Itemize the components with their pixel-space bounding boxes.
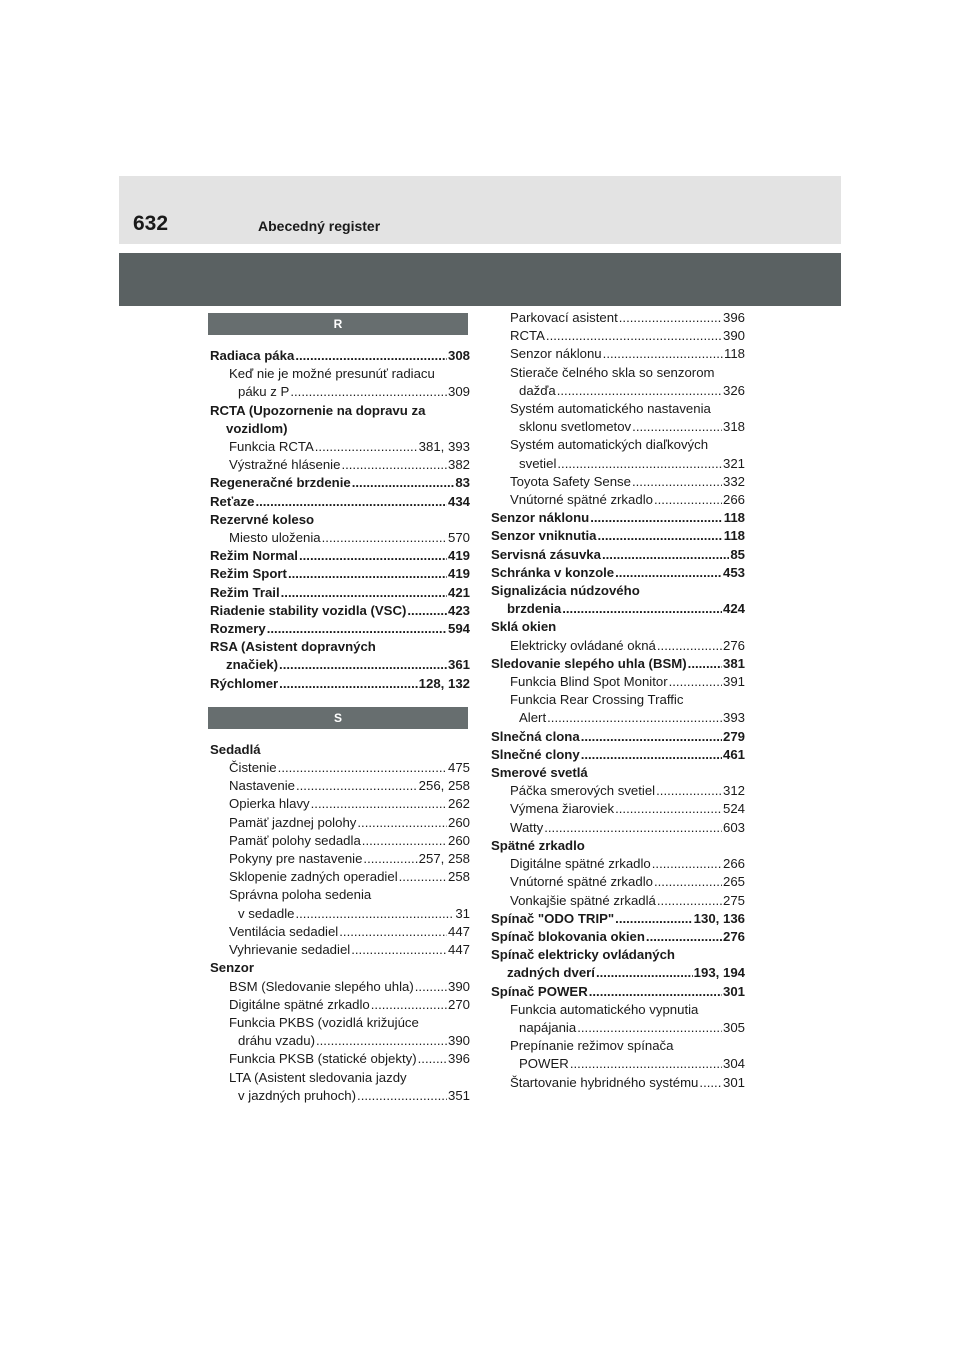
index-column-right	[489, 310, 745, 1092]
dot-leader	[279, 656, 447, 674]
index-entry	[208, 402, 470, 420]
index-entry	[208, 383, 470, 401]
dot-leader	[656, 782, 722, 800]
index-entry	[489, 582, 745, 600]
index-entry-page: 594	[447, 621, 470, 637]
index-entry-page: 266	[722, 856, 745, 872]
index-entry	[208, 474, 470, 492]
index-entry-text: brzdenia	[507, 601, 562, 617]
index-entry-page: 421	[447, 584, 470, 600]
index-entry	[489, 345, 745, 363]
index-entry	[489, 473, 745, 491]
index-entry	[489, 637, 745, 655]
dot-leader	[570, 1055, 722, 1073]
dot-leader	[311, 795, 447, 813]
index-entry-page: 83	[455, 475, 470, 491]
index-entry-page: 130, 136	[693, 910, 745, 926]
index-entry-page: 312	[722, 783, 745, 799]
index-entry-page: 318	[722, 419, 745, 435]
dot-leader	[288, 565, 447, 583]
index-entry	[208, 602, 470, 620]
index-entry-page: 447	[447, 942, 470, 958]
section-letter-s: S	[208, 707, 468, 729]
index-entry-text: dažďa	[519, 382, 556, 398]
dot-leader	[669, 673, 722, 691]
index-entry-page: 419	[447, 566, 470, 582]
index-entry-text: v sedadle	[238, 905, 295, 921]
dot-leader	[418, 1050, 447, 1068]
index-entry	[489, 655, 745, 673]
index-entry	[489, 400, 745, 418]
page-title: Abecedný register	[258, 218, 381, 234]
index-entry-text: Slnečné clony	[491, 746, 580, 762]
index-entry	[489, 418, 745, 436]
index-entry-page: 393	[722, 710, 745, 726]
index-entry-page: 301	[722, 983, 745, 999]
index-entry	[489, 983, 745, 1001]
dot-leader	[299, 547, 447, 565]
index-entry-page: 351	[447, 1087, 470, 1103]
index-entry-text: Spínač POWER	[491, 983, 588, 999]
index-entry-page: 391	[722, 674, 745, 690]
dot-leader	[279, 675, 417, 693]
index-entry	[489, 691, 745, 709]
index-entry-text: BSM (Sledovanie slepého uhla)	[229, 978, 414, 994]
index-entry-text: Režim Normal	[210, 548, 298, 564]
index-entry-page: 423	[447, 602, 470, 618]
index-entry-page: 270	[447, 996, 470, 1012]
index-entry-page: 258	[447, 869, 470, 885]
index-entry	[489, 728, 745, 746]
index-entry	[489, 673, 745, 691]
index-entry-text: Režim Sport	[210, 566, 287, 582]
index-entry	[208, 759, 470, 777]
index-entry-page: 419	[447, 548, 470, 564]
index-entry	[208, 777, 470, 795]
dot-leader	[557, 455, 722, 473]
dot-leader	[295, 347, 447, 365]
index-entry	[208, 511, 470, 529]
index-entry	[208, 529, 470, 547]
section-s-continued-entries	[489, 309, 745, 1092]
index-entry-page: 118	[723, 346, 745, 362]
section-banner	[119, 253, 841, 306]
dot-leader	[363, 850, 417, 868]
index-entry	[208, 832, 470, 850]
index-entry-page: 260	[447, 832, 470, 848]
index-entry	[208, 1014, 470, 1032]
dot-leader	[654, 491, 722, 509]
dot-leader	[290, 383, 447, 401]
index-entry-page: 118	[723, 528, 745, 544]
index-entry	[208, 456, 470, 474]
index-entry	[208, 996, 470, 1014]
index-entry-text: Štartovanie hybridného systému	[510, 1074, 699, 1090]
index-entry-text: značiek)	[226, 657, 279, 673]
dot-leader	[577, 1019, 722, 1037]
index-entry	[489, 892, 745, 910]
index-entry	[489, 964, 745, 982]
index-entry-text: Signalizácia núdzového	[491, 583, 640, 599]
index-entry-page: 382	[447, 457, 470, 473]
index-entry	[208, 1032, 470, 1050]
index-entry-text: Elektricky ovládané okná	[510, 637, 656, 653]
index-entry	[489, 855, 745, 873]
dot-leader	[316, 1032, 447, 1050]
index-entry-text: vozidlom)	[226, 420, 288, 436]
index-entry-text: Vnútorné spätné zrkadlo	[510, 492, 653, 508]
index-entry-page: 266	[722, 492, 745, 508]
index-entry	[208, 923, 470, 941]
dot-leader	[415, 978, 447, 996]
index-entry-text: svetiel	[519, 455, 557, 471]
index-entry-page: 128, 132	[418, 675, 470, 691]
index-entry-page: 260	[447, 814, 470, 830]
dot-leader	[557, 382, 722, 400]
dot-leader	[547, 709, 722, 727]
index-entry-text: Rýchlomer	[210, 675, 279, 691]
index-entry-text: Režim Trail	[210, 584, 280, 600]
index-entry-page: 308	[447, 348, 470, 363]
index-entry-page: 381, 393	[418, 439, 470, 455]
dot-leader	[615, 910, 693, 928]
dot-leader	[589, 983, 722, 1001]
index-entry-text: Schránka v konzole	[491, 564, 615, 580]
index-entry	[208, 886, 470, 904]
index-entry	[489, 873, 745, 891]
dot-leader	[295, 905, 454, 923]
index-entry-text: Čistenie	[229, 760, 277, 776]
index-entry-page: 434	[447, 493, 470, 509]
dot-leader	[654, 873, 722, 891]
dot-leader	[657, 637, 722, 655]
dot-leader	[351, 941, 447, 959]
index-entry	[208, 814, 470, 832]
dot-leader	[615, 564, 722, 582]
index-entry-text: Sklopenie zadných operadiel	[229, 869, 398, 885]
index-entry-text: Páčka smerových svetiel	[510, 783, 656, 799]
index-entry-page: 279	[722, 728, 745, 744]
index-entry	[489, 746, 745, 764]
index-entry-page: 265	[722, 874, 745, 890]
index-entry-text: Miesto uloženia	[229, 530, 321, 546]
index-entry	[208, 905, 470, 923]
index-entry-page: 390	[722, 328, 745, 344]
index-entry-text: Funkcia Blind Spot Monitor	[510, 674, 668, 690]
index-entry-text: Vyhrievanie sedadiel	[229, 942, 351, 958]
index-entry	[489, 910, 745, 928]
index-entry-text: Výstražné hlásenie	[229, 457, 341, 473]
dot-leader	[699, 1074, 722, 1092]
index-entry-text: Alert	[519, 710, 547, 726]
index-entry-text: zadných dverí	[507, 965, 595, 981]
index-entry	[489, 819, 745, 837]
index-entry-text: Správna poloha sedenia	[229, 887, 372, 903]
index-entry-text: Digitálne spätné zrkadlo	[510, 856, 651, 872]
index-entry	[208, 741, 470, 759]
index-entry-page: 396	[722, 310, 745, 325]
index-entry	[208, 420, 470, 438]
index-entry	[489, 600, 745, 618]
index-entry-page: 309	[447, 384, 470, 400]
dot-leader	[278, 759, 447, 777]
index-entry-text: Funkcia RCTA	[229, 439, 314, 455]
index-entry-text: Watty	[510, 819, 544, 835]
index-entry-page: 326	[722, 382, 745, 398]
index-entry-text: Digitálne spätné zrkadlo	[229, 996, 370, 1012]
index-entry	[208, 1069, 470, 1087]
dot-leader	[657, 892, 722, 910]
dot-leader	[544, 819, 722, 837]
index-entry	[208, 941, 470, 959]
index-entry-text: Nastavenie	[229, 778, 295, 794]
index-entry-page: 301	[722, 1074, 745, 1090]
index-entry-text: Funkcia Rear Crossing Traffic	[510, 692, 684, 708]
dot-leader	[646, 928, 722, 946]
index-entry-text: dráhu vzadu)	[238, 1033, 315, 1049]
index-entry	[489, 382, 745, 400]
index-entry	[489, 327, 745, 345]
index-entry-page: 276	[722, 637, 745, 653]
dot-leader	[619, 309, 722, 327]
index-entry-text: Pamäť polohy sedadla	[229, 832, 361, 848]
dot-leader	[590, 509, 723, 527]
dot-leader	[546, 327, 722, 345]
dot-leader	[296, 777, 418, 795]
index-column-left	[208, 313, 470, 1105]
index-entry-text: Smerové svetlá	[491, 765, 588, 781]
index-entry-page: 31	[455, 905, 470, 921]
index-entry-page: 381	[722, 655, 745, 671]
dot-leader	[688, 655, 722, 673]
index-entry-text: páku z P	[238, 384, 290, 400]
index-entry-text: Systém automatických diaľkových	[510, 437, 709, 453]
dot-leader	[371, 996, 447, 1014]
index-entry	[489, 364, 745, 382]
dot-leader	[407, 602, 447, 620]
index-entry	[208, 656, 470, 674]
index-entry-text: Slnečná clona	[491, 728, 580, 744]
index-entry-text: Stierače čelného skla so senzorom	[510, 364, 715, 380]
index-entry-text: Toyota Safety Sense	[510, 473, 631, 489]
index-entry-page: 524	[722, 801, 745, 817]
index-entry-page: 321	[722, 455, 745, 471]
index-entry	[208, 365, 470, 383]
index-entry	[208, 547, 470, 565]
index-entry-text: Prepínanie režimov spínača	[510, 1038, 674, 1054]
index-entry	[489, 800, 745, 818]
index-entry-text: v jazdných pruhoch)	[238, 1087, 357, 1103]
dot-leader	[581, 728, 722, 746]
index-entry	[208, 675, 470, 693]
index-entry-page: 603	[722, 819, 745, 835]
index-entry-text: Reťaze	[210, 493, 255, 509]
section-s-entries	[208, 741, 470, 1105]
index-entry-text: sklonu svetlometov	[519, 419, 632, 435]
index-entry	[489, 782, 745, 800]
index-entry-page: 361	[447, 657, 470, 673]
index-entry-page: 424	[722, 601, 745, 617]
index-entry	[208, 1087, 470, 1105]
index-entry-text: Rozmery	[210, 621, 266, 637]
index-entry-page: 396	[447, 1051, 470, 1067]
index-entry-page: 447	[447, 923, 470, 939]
index-entry	[489, 946, 745, 964]
index-entry	[208, 868, 470, 886]
dot-leader	[362, 832, 447, 850]
index-entry	[489, 436, 745, 454]
index-entry	[489, 618, 745, 636]
dot-leader	[615, 800, 722, 818]
index-entry-text: Senzor náklonu	[491, 510, 590, 526]
dot-leader	[341, 456, 447, 474]
index-entry-text: Funkcia PKSB (statické objekty)	[229, 1051, 417, 1067]
index-entry-page: 390	[447, 978, 470, 994]
index-entry	[489, 455, 745, 473]
index-entry-page: 390	[447, 1033, 470, 1049]
dot-leader	[632, 473, 722, 491]
index-entry	[489, 709, 745, 727]
dot-leader	[603, 345, 723, 363]
index-entry	[208, 795, 470, 813]
dot-leader	[598, 527, 723, 545]
dot-leader	[352, 474, 455, 492]
index-entry-text: Regeneračné brzdenie	[210, 475, 351, 491]
index-entry-text: Spätné zrkadlo	[491, 837, 585, 853]
index-entry	[489, 546, 745, 564]
dot-leader	[596, 964, 693, 982]
index-entry	[208, 584, 470, 602]
index-entry-page: 453	[722, 564, 745, 580]
index-entry-page: 475	[447, 760, 470, 776]
index-entry	[208, 1050, 470, 1068]
index-entry	[208, 959, 470, 977]
index-entry-page: 85	[730, 546, 745, 562]
index-entry-text: Výmena žiaroviek	[510, 801, 615, 817]
index-entry	[208, 850, 470, 868]
index-entry-page: 262	[447, 796, 470, 812]
dot-leader	[632, 418, 722, 436]
dot-leader	[281, 584, 447, 602]
index-entry-text: Pamäť jazdnej polohy	[229, 814, 357, 830]
index-entry	[489, 1001, 745, 1019]
dot-leader	[315, 438, 418, 456]
index-entry-text: Pokyny pre nastavenie	[229, 851, 363, 867]
dot-leader	[652, 855, 722, 873]
index-entry-text: RSA (Asistent dopravných	[210, 639, 376, 655]
dot-leader	[339, 923, 447, 941]
dot-leader	[357, 1087, 447, 1105]
dot-leader	[255, 493, 447, 511]
index-entry-page: 118	[723, 510, 745, 526]
dot-leader	[602, 546, 729, 564]
index-entry	[208, 493, 470, 511]
section-r-entries	[208, 347, 470, 693]
index-entry-page: 570	[447, 530, 470, 546]
index-entry-text: Spínač "ODO TRIP"	[491, 910, 615, 926]
index-entry	[489, 1055, 745, 1073]
index-entry-text: Radiaca páka	[210, 348, 295, 363]
section-letter-r: R	[208, 313, 468, 335]
index-entry-text: Funkcia automatického vypnutia	[510, 1001, 699, 1017]
index-entry-text: Opierka hlavy	[229, 796, 310, 812]
index-entry-text: Servisná zásuvka	[491, 546, 601, 562]
index-entry-page: 332	[722, 473, 745, 489]
dot-leader	[267, 620, 447, 638]
index-entry-text: Sklá okien	[491, 619, 557, 635]
index-entry-text: Spínač blokovania okien	[491, 928, 645, 944]
index-entry-text: Senzor náklonu	[510, 346, 602, 362]
index-entry	[489, 837, 745, 855]
index-entry	[208, 620, 470, 638]
index-entry	[208, 978, 470, 996]
index-entry	[208, 638, 470, 656]
index-entry-text: Systém automatického nastavenia	[510, 401, 711, 417]
index-entry-text: Funkcia PKBS (vozidlá križujúce	[229, 1014, 419, 1030]
index-entry-page: 305	[722, 1019, 745, 1035]
index-entry-text: napájania	[519, 1019, 577, 1035]
dot-leader	[322, 529, 447, 547]
index-entry	[208, 438, 470, 456]
index-entry-text: Keď nie je možné presunúť radiacu	[229, 366, 435, 382]
index-entry-text: Senzor vniknutia	[491, 528, 597, 544]
index-entry	[489, 491, 745, 509]
index-entry-text: Ventilácia sedadiel	[229, 923, 339, 939]
index-entry-text: RCTA	[510, 328, 545, 344]
index-entry-page: 275	[722, 892, 745, 908]
header-band	[119, 176, 841, 244]
index-entry-text: RCTA (Upozornenie na dopravu za	[210, 402, 426, 418]
index-entry-text: Sedadlá	[210, 741, 261, 757]
index-entry-text: Senzor	[210, 960, 254, 976]
index-entry	[489, 1037, 745, 1055]
index-entry-page: 256, 258	[418, 778, 470, 794]
index-entry-page: 257, 258	[418, 851, 470, 867]
dot-leader	[581, 746, 722, 764]
index-entry-page: 276	[722, 928, 745, 944]
index-entry-text: Riadenie stability vozidla (VSC)	[210, 602, 407, 618]
index-entry	[489, 309, 745, 327]
index-entry-text: Vonkajšie spätné zrkadlá	[510, 892, 656, 908]
index-entry	[489, 1074, 745, 1092]
index-entry	[208, 565, 470, 583]
index-entry-text: Rezervné koleso	[210, 511, 315, 527]
index-entry-text: Sledovanie slepého uhla (BSM)	[491, 655, 687, 671]
index-entry-page: 193, 194	[693, 965, 745, 981]
index-entry-text: LTA (Asistent sledovania jazdy	[229, 1069, 407, 1085]
index-entry	[489, 564, 745, 582]
dot-leader	[399, 868, 447, 886]
index-entry	[489, 509, 745, 527]
index-entry	[489, 928, 745, 946]
index-entry	[489, 1019, 745, 1037]
index-entry-page: 304	[722, 1056, 745, 1072]
index-entry-text: Vnútorné spätné zrkadlo	[510, 874, 653, 890]
index-entry-page: 461	[722, 746, 745, 762]
index-entry-text: POWER	[519, 1056, 569, 1072]
dot-leader	[357, 814, 447, 832]
index-entry-text: Parkovací asistent	[510, 310, 618, 325]
index-entry	[489, 764, 745, 782]
index-entry	[208, 347, 470, 365]
dot-leader	[562, 600, 722, 618]
index-entry-text: Spínač elektricky ovládaných	[491, 947, 675, 963]
index-entry	[489, 527, 745, 545]
page-number: 632	[133, 212, 169, 235]
